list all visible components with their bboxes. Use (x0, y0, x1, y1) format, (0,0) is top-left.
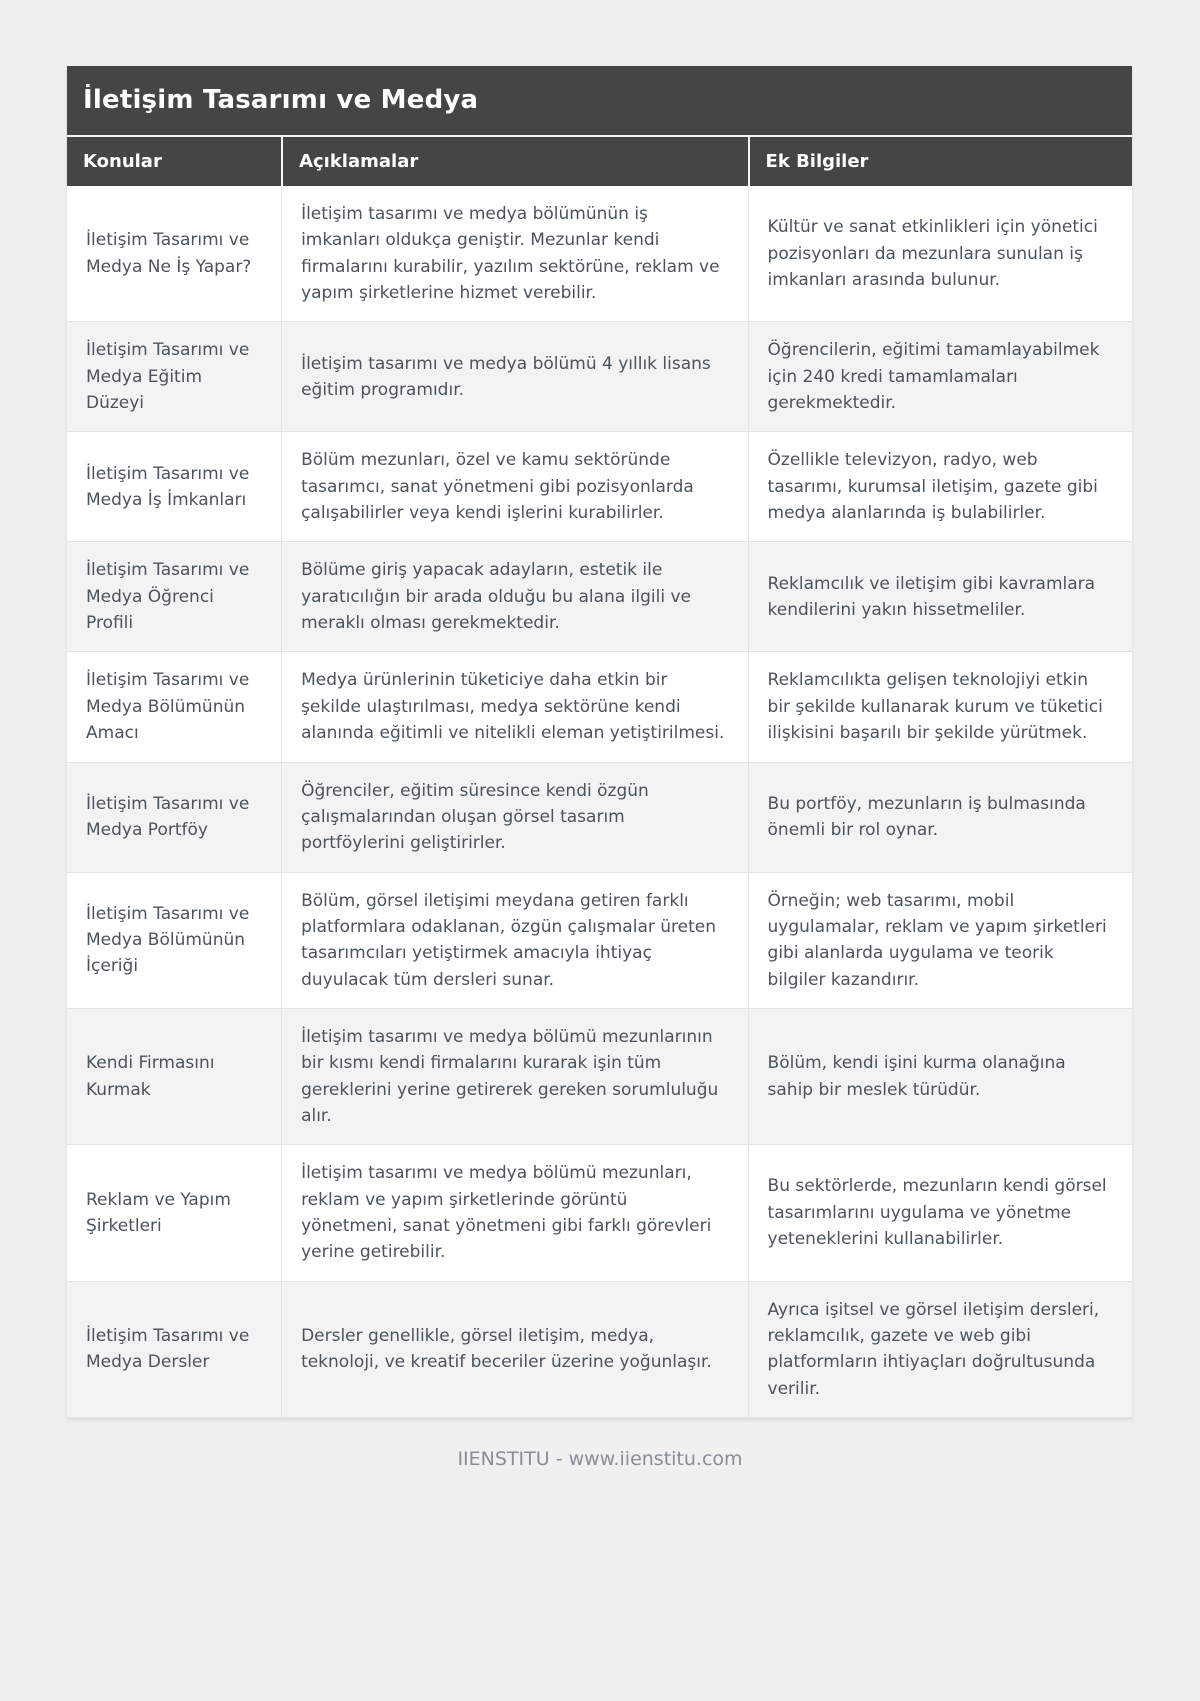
topic-cell: İletişim Tasarımı ve Medya Dersler (67, 1281, 281, 1418)
description-cell: İletişim tasarımı ve medya bölümü 4 yıllık lisans eğitim programıdır. (281, 321, 747, 431)
description-cell: İletişim tasarımı ve medya bölümünün iş imkanları oldukça geniştir. Mezunlar kendi firmalarını kurabilir, yazılım sektörüne, reklam ve yapım şirketlerine hizmet verebilir. (281, 186, 747, 321)
description-cell: İletişim tasarımı ve medya bölümü mezunlarının bir kısmı kendi firmalarını kurarak işin tüm gereklerini yerine getirerek gereken sorumluluğu alır. (281, 1008, 747, 1144)
table-row (67, 762, 1132, 872)
description-cell: Bölüm, görsel iletişimi meydana getiren farklı platformlara odaklanan, özgün çalışmalar üreten tasarımcıları yetiştirmek amacıyla ihtiyaç duyulacak tüm dersleri sunar. (281, 872, 747, 1008)
extra-info-cell: Ayrıca işitsel ve görsel iletişim dersleri, reklamcılık, gazete ve web gibi platformların ihtiyaçları doğrultusunda verilir. (748, 1281, 1132, 1418)
table-row (67, 872, 1132, 1008)
topic-cell: İletişim Tasarımı ve Medya Bölümünün İçeriği (67, 872, 281, 1008)
table-row (67, 1144, 1132, 1280)
topic-cell: İletişim Tasarımı ve Medya Bölümünün Amacı (67, 651, 281, 761)
description-cell: Öğrenciler, eğitim süresince kendi özgün çalışmalarından oluşan görsel tasarım portföylerini geliştirirler. (281, 762, 747, 872)
topic-cell: İletişim Tasarımı ve Medya İş İmkanları (67, 431, 281, 541)
topic-cell: İletişim Tasarımı ve Medya Öğrenci Profili (67, 541, 281, 651)
extra-info-cell: Örneğin; web tasarımı, mobil uygulamalar, reklam ve yapım şirketleri gibi alanlarda uygulama ve teorik bilgiler kazandırır. (748, 872, 1132, 1008)
topic-cell: Kendi Firmasını Kurmak (67, 1008, 281, 1144)
table-row (67, 1281, 1132, 1418)
table-row (67, 431, 1132, 541)
table-header (67, 135, 1132, 186)
table-row (67, 541, 1132, 651)
description-cell: Medya ürünlerinin tüketiciye daha etkin bir şekilde ulaştırılması, medya sektörüne kendi alanında eğitimli ve nitelikli eleman yetiştirilmesi. (281, 651, 747, 761)
table-row (67, 1008, 1132, 1144)
table-row (67, 186, 1132, 321)
description-cell: İletişim tasarımı ve medya bölümü mezunları, reklam ve yapım şirketlerinde görüntü yönetmeni, sanat yönetmeni gibi farklı görevleri yerine getirebilir. (281, 1144, 747, 1280)
table-row (67, 321, 1132, 431)
extra-info-cell: Bölüm, kendi işini kurma olanağına sahip bir meslek türüdür. (748, 1008, 1132, 1144)
topics-table (67, 135, 1132, 1418)
topic-cell: İletişim Tasarımı ve Medya Portföy (67, 762, 281, 872)
extra-info-cell: Reklamcılıkta gelişen teknolojiyi etkin bir şekilde kullanarak kurum ve tüketici ilişkisini başarılı bir şekilde yürütmek. (748, 651, 1132, 761)
extra-info-cell: Özellikle televizyon, radyo, web tasarımı, kurumsal iletişim, gazete gibi medya alanlarında iş bulabilirler. (748, 431, 1132, 541)
topic-cell: İletişim Tasarımı ve Medya Eğitim Düzeyi (67, 321, 281, 431)
column-header-aciklamalar: Açıklamalar (281, 135, 747, 186)
topic-cell: İletişim Tasarımı ve Medya Ne İş Yapar? (67, 186, 281, 321)
column-header-ek-bilgiler: Ek Bilgiler (748, 135, 1132, 186)
page-title: İletişim Tasarımı ve Medya (67, 66, 1132, 135)
description-cell: Dersler genellikle, görsel iletişim, medya, teknoloji, ve kreatif beceriler üzerine yoğunlaşır. (281, 1281, 747, 1418)
topic-cell: Reklam ve Yapım Şirketleri (67, 1144, 281, 1280)
extra-info-cell: Öğrencilerin, eğitimi tamamlayabilmek için 240 kredi tamamlamaları gerekmektedir. (748, 321, 1132, 431)
extra-info-cell: Kültür ve sanat etkinlikleri için yönetici pozisyonları da mezunlara sunulan iş imkanları arasında bulunur. (748, 186, 1132, 321)
footer-text: IIENSTITU - www.iienstitu.com (457, 1448, 743, 1471)
table-row (67, 651, 1132, 761)
column-header-konular: Konular (67, 135, 281, 186)
table-body (67, 186, 1132, 1418)
description-cell: Bölüme giriş yapacak adayların, estetik ile yaratıcılığın bir arada olduğu bu alana ilgili ve meraklı olması gerekmektedir. (281, 541, 747, 651)
description-cell: Bölüm mezunları, özel ve kamu sektöründe tasarımcı, sanat yönetmeni gibi pozisyonlarda çalışabilirler veya kendi işlerini kurabilirler. (281, 431, 747, 541)
extra-info-cell: Bu sektörlerde, mezunların kendi görsel tasarımlarını uygulama ve yönetme yeteneklerini kullanabilirler. (748, 1144, 1132, 1280)
content-table (67, 66, 1132, 1418)
extra-info-cell: Reklamcılık ve iletişim gibi kavramlara kendilerini yakın hissetmeliler. (748, 541, 1132, 651)
extra-info-cell: Bu portföy, mezunların iş bulmasında önemli bir rol oynar. (748, 762, 1132, 872)
header-row (67, 135, 1132, 186)
